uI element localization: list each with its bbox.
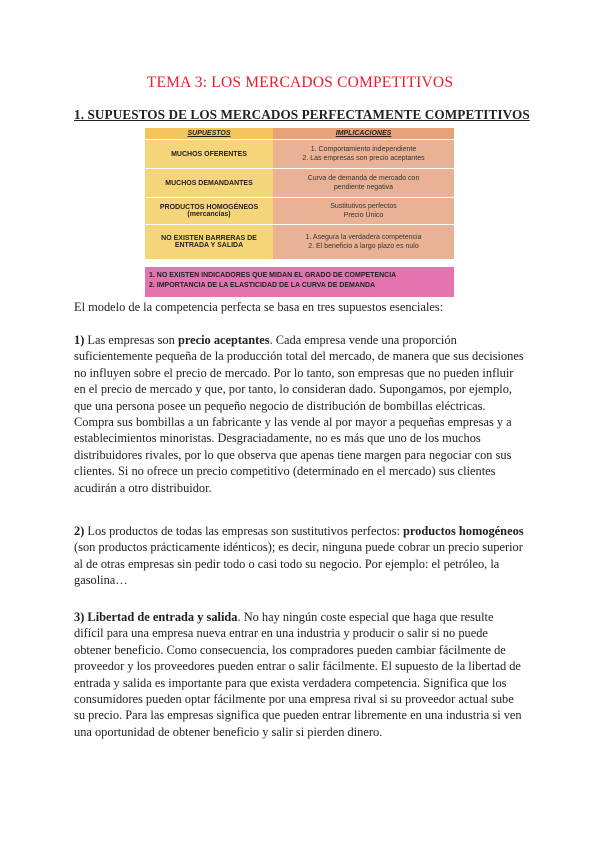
key-term: precio aceptantes xyxy=(177,333,270,347)
table-cell-implication xyxy=(273,224,454,259)
key-term: productos homogéneos xyxy=(403,524,524,538)
implication-line: 1. Asegura la verdadera competencia xyxy=(305,233,422,241)
table-note: 1. NO EXISTEN INDICADORES QUE MIDAN EL GRADO DE COMPETENCIA xyxy=(149,272,397,279)
table-cell-assumption: MUCHOS OFERENTES xyxy=(145,139,273,168)
intro-paragraph: El modelo de la competencia perfecta se basa en tres supuestos esenciales: xyxy=(74,300,444,314)
page-title: TEMA 3: LOS MERCADOS COMPETITIVOS xyxy=(146,74,454,91)
implication-line: Precio Único xyxy=(343,212,384,219)
paragraph-number: 1) xyxy=(74,333,85,347)
paragraph-text: Los productos de todas las empresas son sustitutivos perfectos: xyxy=(84,524,403,538)
table-cell-assumption xyxy=(145,197,273,224)
table-cell-implication xyxy=(273,168,454,197)
assumptions-table xyxy=(145,128,454,294)
implication-line: 2. El beneficio a largo plazo es nulo xyxy=(308,243,419,250)
table-notes xyxy=(145,267,454,297)
paragraph-1 xyxy=(74,332,526,496)
assumption-line: (mercancías) xyxy=(187,211,231,218)
paragraph-text: (son productos prácticamente idénticos); es decir, ninguna puede cobrar un precio superior al de otras empresas sin pedir todo o casi todo su negocio. Por ejemplo: el petróleo, la gasolina… xyxy=(74,540,523,588)
implication-line: 1. Comportamiento independiente xyxy=(310,145,417,153)
paragraph-text: . Cada empresa vende una proporción suficientemente pequeña de la producción total del mercado, de manera que sus decisiones no influyen sobre el precio de mercado. Por lo tanto, son empresas que no pueden influir en el precio de mercado y que, por tanto, lo consideran dado. Supongamos, por ejemplo, que una persona posee un pequeño negocio de distribución de bombillas eléctricas. Compra sus bombillas a un fabricante y las vende al por mayor a pequeñas empresas y a establecimientos minoristas. Desgraciadamente, no es más que uno de los muchos distribuidores rivales, por lo que observa que apenas tiene margen para negociar con sus clientes. Si no ofrece un precio competitivo (determinado en el mercado) sus clientes acudirán a otro distribuidor. xyxy=(74,333,524,495)
paragraph-number: 2) xyxy=(74,524,85,538)
paragraph-3 xyxy=(74,609,526,740)
paragraph-text: Las empresas son xyxy=(84,333,178,347)
table-header-right: IMPLICACIONES xyxy=(273,128,454,139)
implication-line: Curva de demanda de mercado con xyxy=(307,174,420,182)
assumption-line: ENTRADA Y SALIDA xyxy=(174,242,244,249)
implication-line: pendiente negativa xyxy=(333,184,394,191)
implication-line: Sustitutivos perfectos xyxy=(330,202,397,210)
table-note: 2. IMPORTANCIA DE LA ELASTICIDAD DE LA CURVA DE DEMANDA xyxy=(149,282,376,289)
section-heading: 1. SUPUESTOS DE LOS MERCADOS PERFECTAMENTE COMPETITIVOS xyxy=(74,107,530,122)
table-cell-implication xyxy=(273,197,454,224)
table-cell-implication xyxy=(273,139,454,168)
table-cell-assumption: MUCHOS DEMANDANTES xyxy=(145,168,273,197)
implication-line: 2. Las empresas son precio aceptantes xyxy=(302,155,425,162)
table-header-left: SUPUESTOS xyxy=(145,128,273,139)
paragraph-text: . No hay ningún coste especial que haga que resulte difícil para una empresa nueva entrar en una industria y producir o salir si no puede obtener beneficio. Como consecuencia, los compradores pueden cambiar fácilmente de proveedor y los proveedores pueden entrar o salir fácilmente. El supuesto de la libertad de entrada y salida es importante para que exista verdadera competencia. Significa que los consumidores pueden optar fácilmente por una empresa rival si su proveedor actual sube su precio. Para las empresas significa que pueden entrar libremente en una industria si ven una oportunidad de obtener beneficio y salir si pierden dinero. xyxy=(74,610,522,739)
paragraph-number: 3) xyxy=(74,610,85,624)
table-cell-assumption xyxy=(145,224,273,259)
assumption-line: PRODUCTOS HOMOGÉNEOS xyxy=(159,204,259,211)
assumption-line: NO EXISTEN BARRERAS DE xyxy=(161,235,257,242)
key-term: Libertad de entrada y salida xyxy=(84,610,238,624)
paragraph-2 xyxy=(74,523,526,589)
